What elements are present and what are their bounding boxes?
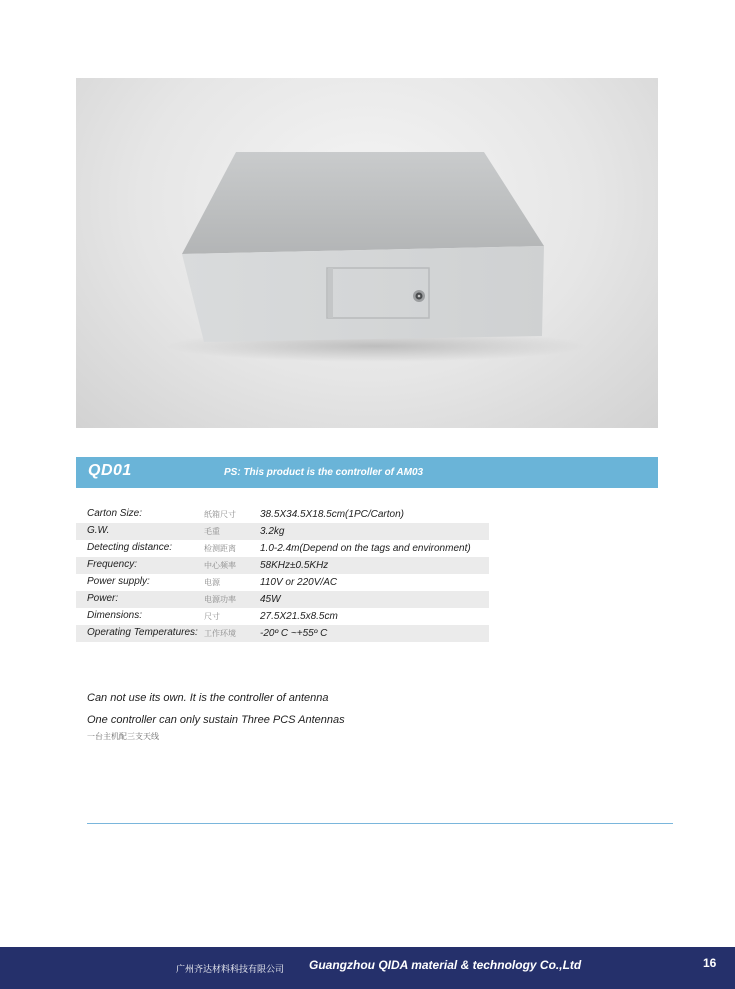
page-number: 16 — [703, 956, 717, 970]
spec-label-cn: 工作环境 — [204, 629, 236, 638]
spec-value: 1.0-2.4m(Depend on the tags and environment) — [260, 543, 471, 554]
footer-company-cn: 广州齐达材料科技有限公司 — [176, 964, 285, 974]
controller-box-illustration — [76, 78, 658, 428]
spec-row-power-supply — [76, 574, 489, 591]
spec-value: 38.5X34.5X18.5cm(1PC/Carton) — [260, 509, 404, 520]
footer-company-en: Guangzhou QIDA material & technology Co.,Ltd — [309, 958, 582, 972]
spec-row-dimensions — [76, 608, 489, 625]
spec-label: Power supply: — [87, 576, 150, 587]
spec-label-cn: 检测距离 — [204, 544, 236, 553]
page-footer — [0, 947, 735, 989]
spec-label: Power: — [87, 593, 119, 604]
spec-label: Dimensions: — [87, 610, 143, 621]
spec-value: 110V or 220V/AC — [260, 577, 338, 588]
spec-label-cn: 纸箱尺寸 — [204, 510, 236, 519]
spec-value: 45W — [260, 594, 281, 605]
spec-row-carton-size — [76, 506, 489, 523]
spec-label: Frequency: — [87, 559, 138, 570]
note-antenna-capacity: One controller can only sustain Three PCS Antennas — [87, 714, 345, 726]
spec-label-cn: 中心频率 — [204, 561, 236, 570]
spec-label-cn: 电源 — [204, 578, 220, 587]
spec-value: -20º C ~+55º C — [260, 628, 328, 639]
spec-row-gross-weight — [76, 523, 489, 540]
spec-table — [76, 506, 489, 642]
spec-value: 3.2kg — [260, 526, 285, 537]
spec-value: 27.5X21.5x8.5cm — [260, 611, 338, 622]
spec-label: G.W. — [87, 525, 110, 536]
product-title-bar — [76, 457, 658, 488]
spec-value: 58KHz±0.5KHz — [260, 560, 329, 571]
note-usage: Can not use its own. It is the controller of antenna — [87, 692, 329, 704]
product-model: QD01 — [88, 462, 132, 479]
spec-label: Operating Temperatures: — [87, 627, 198, 638]
spec-label-cn: 尺寸 — [204, 612, 220, 621]
spec-row-operating-temperatures — [76, 625, 489, 642]
spec-label-cn: 电源功率 — [204, 595, 236, 604]
spec-label: Carton Size: — [87, 508, 143, 519]
spec-label-cn: 毛重 — [204, 527, 220, 536]
product-photo — [76, 78, 658, 428]
spec-row-detecting-distance — [76, 540, 489, 557]
note-antenna-capacity-cn: 一台主机配三支天线 — [87, 732, 159, 741]
spec-row-frequency — [76, 557, 489, 574]
product-ps-note: PS: This product is the controller of AM03 — [224, 467, 424, 478]
spec-row-power — [76, 591, 489, 608]
spec-label: Detecting distance: — [87, 542, 173, 553]
section-divider — [87, 823, 673, 824]
